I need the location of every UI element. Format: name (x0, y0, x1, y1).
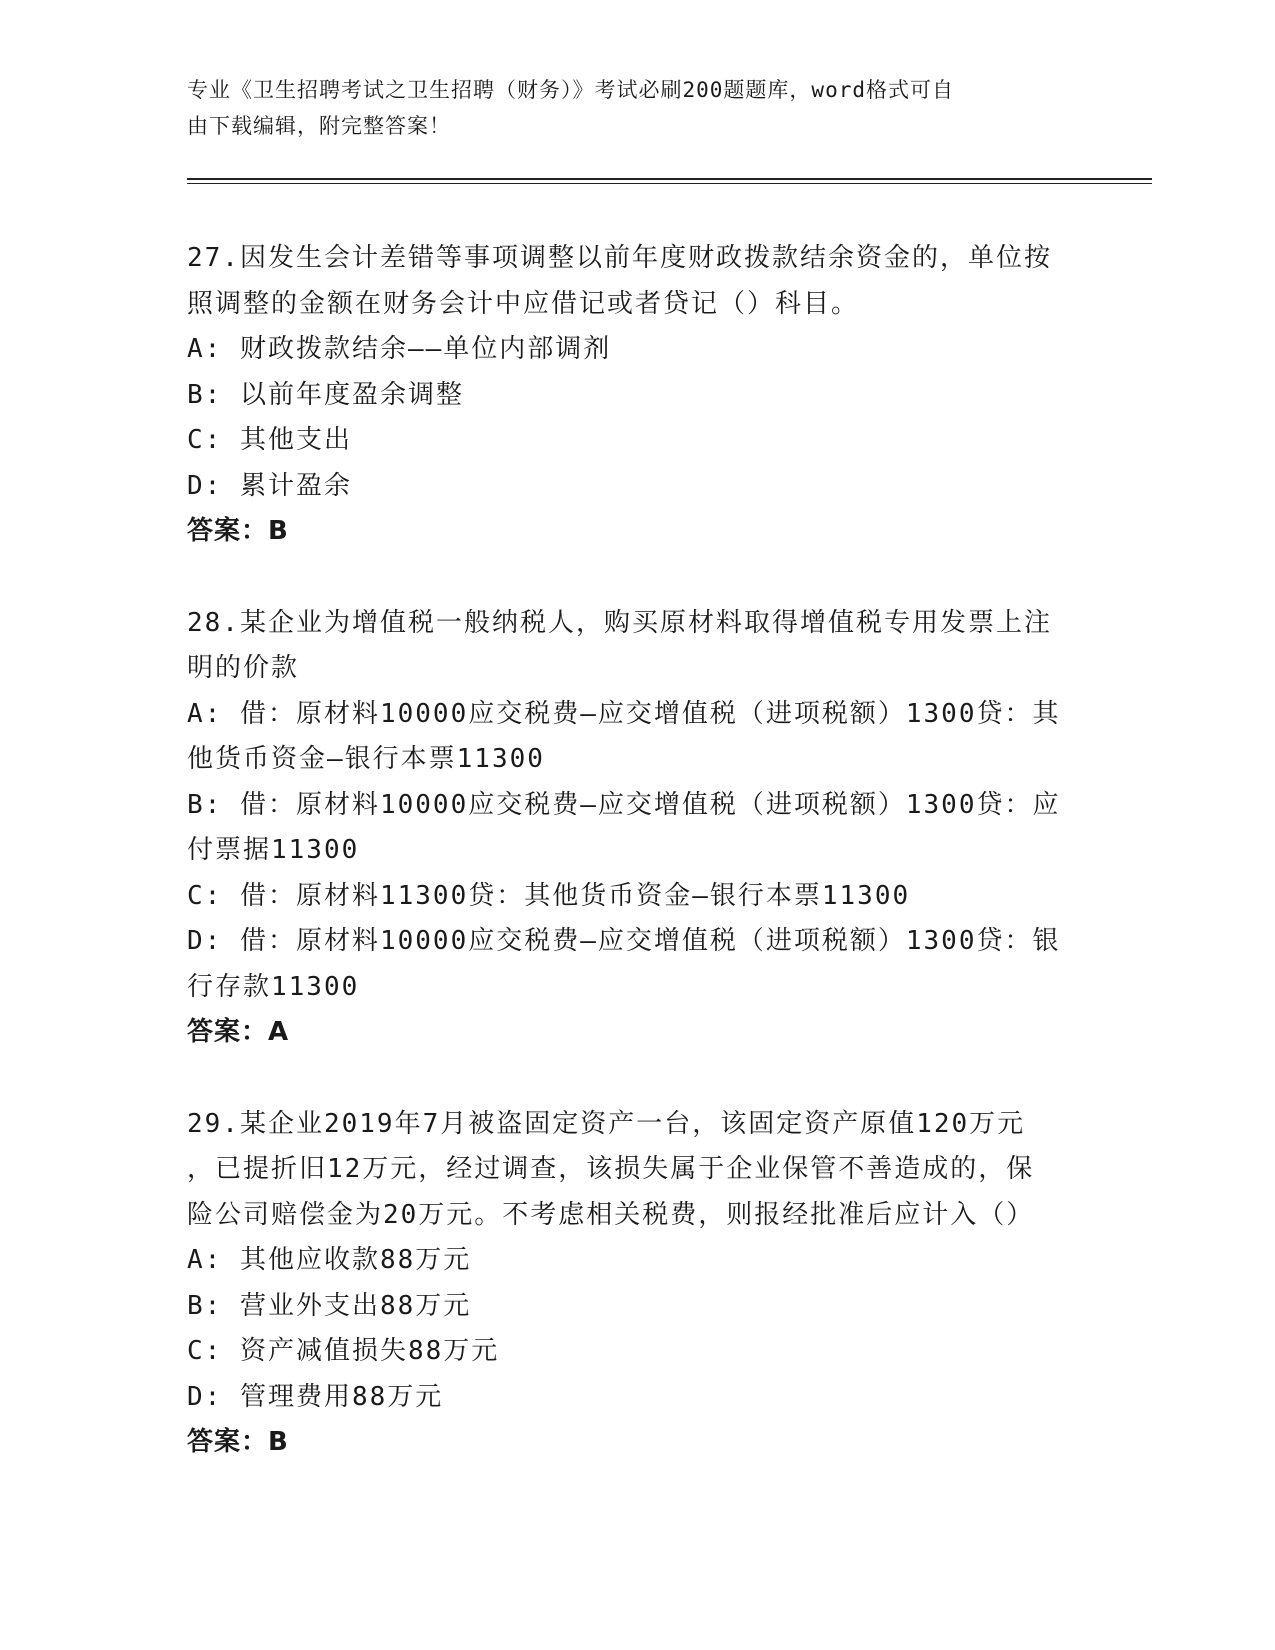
question-29 (187, 1102, 1087, 1466)
option-d-continued: 行存款11300 (187, 971, 360, 1002)
header-line-2: 由下载编辑，附完整答案！ (187, 114, 451, 138)
option-c: C: 资产减值损失88万元 (187, 1336, 500, 1366)
question-stem-line: 27.因发生会计差错等事项调整以前年度财政拨款结余资金的，单位按 (187, 243, 1052, 273)
header-divider-thick (187, 178, 1152, 180)
header-line-1: 专业《卫生招聘考试之卫生招聘（财务）》考试必刷200题题库，word格式可自 (187, 78, 954, 102)
option-a: A: 财政拨款结余——单位内部调剂 (187, 334, 612, 364)
option-a-continued: 他货币资金—银行本票11300 (187, 744, 545, 774)
question-list (187, 236, 1087, 1512)
document-header (187, 72, 1067, 144)
question-28 (187, 601, 1087, 1056)
option-b-continued: 付票据11300 (187, 835, 360, 865)
answer: 答案：A (187, 1017, 290, 1047)
answer: 答案：B (187, 1427, 289, 1457)
answer: 答案：B (187, 516, 289, 546)
header-divider-thin (187, 183, 1152, 184)
option-c: C: 借：原材料11300贷：其他货币资金—银行本票11300 (187, 880, 911, 911)
option-d: D: 管理费用88万元 (187, 1381, 444, 1412)
option-b: B: 以前年度盈余调整 (187, 379, 464, 410)
question-stem-line: ，已提折旧12万元，经过调查，该损失属于企业保管不善造成的，保 (187, 1154, 1035, 1184)
question-stem-line: 明的价款 (187, 653, 300, 683)
question-stem-line: 照调整的金额在财务会计中应借记或者贷记（）科目。 (187, 288, 860, 319)
question-stem-line: 险公司赔偿金为20万元。不考虑相关税费，则报经批准后应计入（） (187, 1199, 1035, 1230)
question-27 (187, 236, 1087, 555)
option-d: D: 累计盈余 (187, 470, 352, 501)
option-a: A: 其他应收款88万元 (187, 1245, 472, 1275)
option-b: B: 营业外支出88万元 (187, 1290, 472, 1321)
option-b: B: 借：原材料10000应交税费—应交增值税（进项税额）1300贷：应 (187, 789, 1061, 820)
option-d: D: 借：原材料10000应交税费—应交增值税（进项税额）1300贷：银 (187, 926, 1061, 956)
option-c: C: 其他支出 (187, 425, 352, 455)
question-stem-line: 28.某企业为增值税一般纳税人，购买原材料取得增值税专用发票上注 (187, 607, 1052, 638)
option-a: A: 借：原材料10000应交税费—应交增值税（进项税额）1300贷：其 (187, 698, 1061, 729)
question-stem-line: 29.某企业2019年7月被盗固定资产一台，该固定资产原值120万元 (187, 1108, 1026, 1139)
